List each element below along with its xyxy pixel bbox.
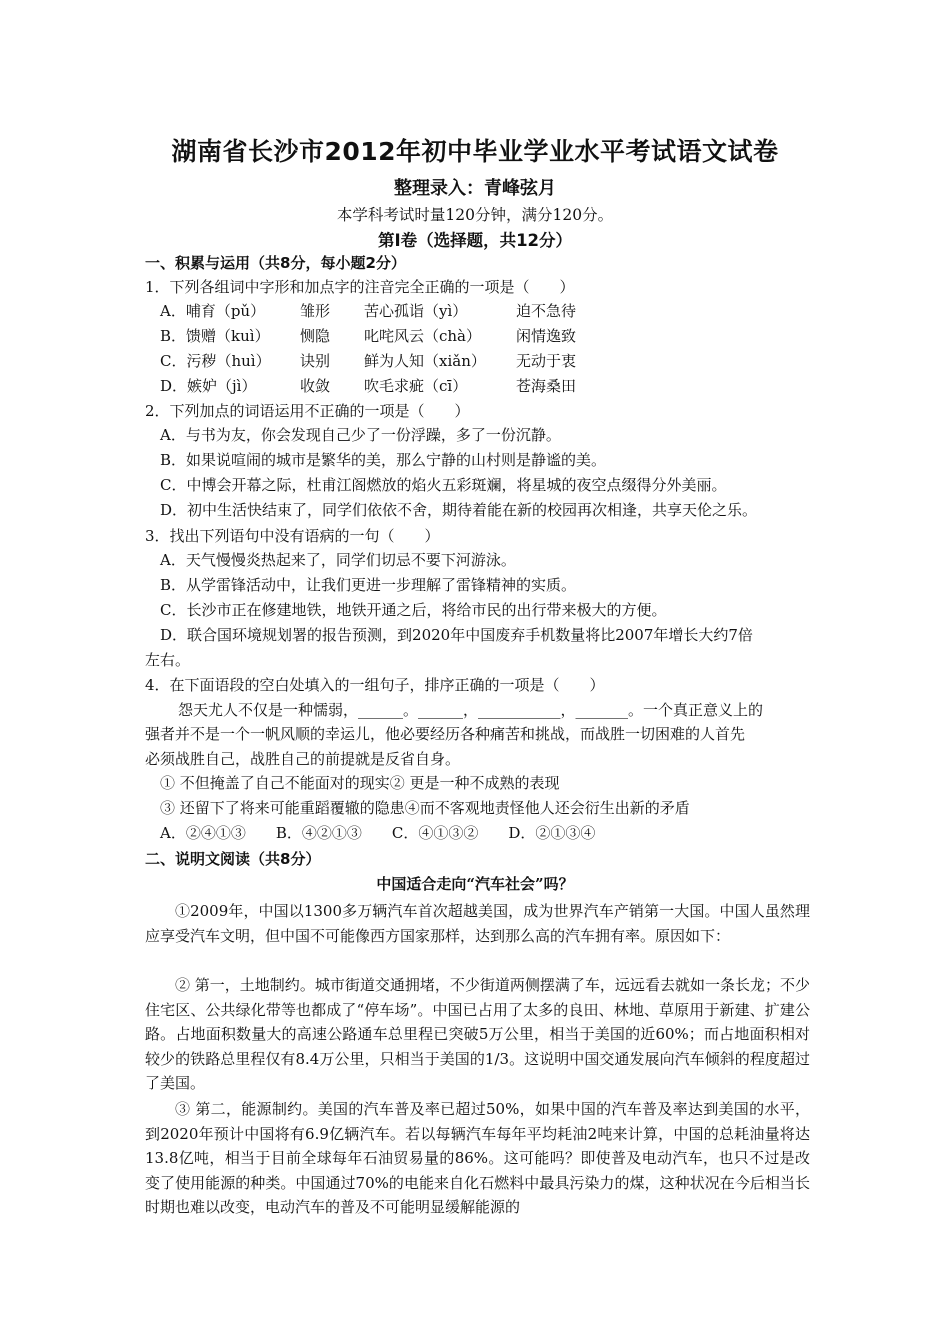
compiler-line: 整理录入：青峰弦月 — [394, 178, 556, 199]
article-title: 中国适合走向“汽车社会”吗？ — [376, 875, 574, 893]
q1-option-a — [160, 300, 576, 322]
q4-stem: 4．在下面语段的空白处填入的一组句子，排序正确的一项是（ ） — [145, 676, 605, 694]
section1-heading: 一、积累与运用（共8分，每小题2分） — [145, 254, 406, 272]
q4-passage-line3: 必须战胜自己，战胜自己的前提就是反省自身。 — [145, 750, 461, 768]
cell: B．馈赠（kuì） — [160, 327, 270, 345]
cell: 无动于衷 — [516, 352, 577, 370]
cell: 吹毛求疵（cī） — [364, 377, 468, 395]
cell: A．哺育（pǔ） — [160, 302, 266, 320]
q4-choices-line1: ① 不但掩盖了自己不能面对的现实② 更是一种不成熟的表现 — [160, 774, 560, 792]
article-paragraph-1: ①2009年，中国以1300多万辆汽车首次超越美国，成为世界汽车产销第一大国。中国人虽然理应享受汽车文明，但中国不可能像西方国家那样，达到那么高的汽车拥有率。原因如下： — [145, 902, 810, 945]
q1-option-d — [160, 375, 576, 397]
page-title: 湖南省长沙市2012年初中毕业学业水平考试语文试卷 — [171, 137, 779, 166]
cell: C．污秽（huì） — [160, 352, 271, 370]
q4-passage-line2: 强者并不是一个一帆风顺的幸运儿，他必要经历各种痛苦和挑战，而战胜一切困难的人首先 — [145, 725, 746, 743]
q2-option-a: A．与书为友，你会发现自己少了一份浮躁，多了一份沉静。 — [160, 426, 561, 444]
cell: 闲情逸致 — [516, 327, 577, 345]
cell: 叱咤风云（chà） — [364, 327, 482, 345]
exam-note: 本学科考试时量120分钟，满分120分。 — [336, 206, 614, 224]
cell: 苍海桑田 — [516, 377, 577, 395]
cell: 恻隐 — [300, 327, 331, 345]
article-paragraph-2: ② 第一，土地制约。城市街道交通拥堵，不少街道两侧摆满了车，远远看去就如一条长龙；不少住宅区、公共绿化带等也都成了“停车场”。中国已占用了太多的良田、林地、草原用于新建、扩建公路。占地面积数量大的高速公路通车总里程已突破5万公里，相当于美国的近60%；而占地面积相对较少的铁路总里程仅有8.4万公里，只相当于美国的1/3。这说明中国交通发展向汽车倾斜的程度超过了美国。 — [145, 976, 810, 1093]
cell: 收敛 — [300, 377, 331, 395]
volume-heading: 第Ⅰ卷（选择题，共12分） — [377, 231, 573, 250]
q3-option-c: C．长沙市正在修建地铁，地铁开通之后，将给市民的出行带来极大的方便。 — [160, 601, 667, 619]
cell: D．嫉妒（jì） — [160, 377, 257, 395]
q2-option-d: D．初中生活快结束了，同学们依依不舍，期待着能在新的校园再次相逢，共享天伦之乐。 — [160, 501, 758, 519]
q3-option-d-continued: 左右。 — [145, 651, 191, 669]
cell: 鲜为人知（xiǎn） — [364, 352, 486, 370]
q2-option-b: B．如果说喧闹的城市是繁华的美，那么宁静的山村则是静谧的美。 — [160, 451, 607, 469]
cell: 诀别 — [300, 352, 331, 370]
q3-option-b: B．从学雷锋活动中，让我们更进一步理解了雷锋精神的实质。 — [160, 576, 577, 594]
q4-choices-line2: ③ 还留下了将来可能重蹈覆辙的隐患④而不客观地责怪他人还会衍生出新的矛盾 — [160, 799, 690, 817]
cell: 苦心孤诣（yì） — [364, 302, 468, 320]
q3-option-d: D．联合国环境规划署的报告预测，到2020年中国废弃手机数量将比2007年增长大约7倍 — [160, 626, 753, 644]
q4-passage-line1: 怨天尤人不仅是一种懦弱，______。______，___________，_______。一个真正意义上的 — [178, 701, 764, 719]
cell: 雏形 — [300, 302, 331, 320]
q3-option-a: A．天气慢慢炎热起来了，同学们切忌不要下河游泳。 — [160, 551, 516, 569]
q1-stem: 1．下列各组词中字形和加点字的注音完全正确的一项是（ ） — [145, 278, 575, 296]
q1-option-c — [160, 350, 576, 372]
q2-option-c: C．中博会开幕之际，杜甫江阁燃放的焰火五彩斑斓，将星城的夜空点缀得分外美丽。 — [160, 476, 727, 494]
q4-answers: A．②④①③ B．④②①③ C．④①③② D．②①③④ — [160, 824, 596, 842]
q1-option-b — [160, 325, 576, 347]
article-paragraph-3: ③ 第二，能源制约。美国的汽车普及率已超过50%，如果中国的汽车普及率达到美国的水平，到2020年预计中国将有6.9亿辆汽车。若以每辆汽车每年平均耗油2吨来计算，中国的总耗油量将达13.8亿吨，相当于目前全球每年石油贸易量的86%。这可能吗？即使普及电动汽车，也只不过是改变了使用能源的种类。中国通过70%的电能来自化石燃料中最具污染力的煤，这种状况在今后相当长时期也难以改变，电动汽车的普及不可能明显缓解能源的 — [145, 1100, 810, 1217]
q2-stem: 2．下列加点的词语运用不正确的一项是（ ） — [145, 402, 470, 420]
q3-stem: 3．找出下列语句中没有语病的一句（ ） — [145, 527, 440, 545]
section2-heading: 二、说明文阅读（共8分） — [145, 850, 321, 868]
cell: 迫不急待 — [516, 302, 577, 320]
